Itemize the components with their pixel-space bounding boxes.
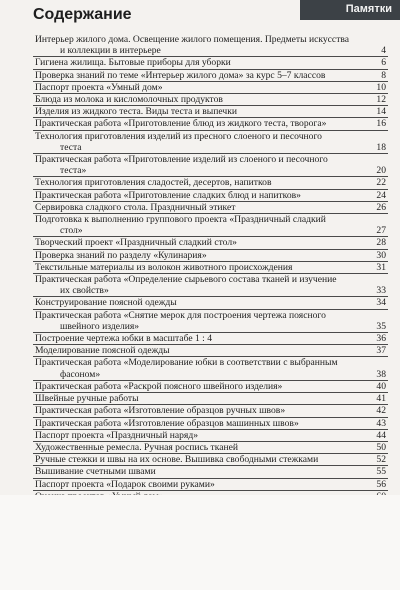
toc-entry (33, 106, 388, 118)
toc-page-number: 40 (376, 380, 386, 392)
toc-page-number: 38 (376, 368, 386, 380)
toc-entry (33, 57, 388, 69)
toc-entry-title-continuation: их свойств» (60, 285, 109, 297)
toc-entry-title: Творческий проект «Праздничный сладкий стол» (35, 237, 237, 249)
toc-page-number: 12 (376, 94, 386, 106)
toc-entry (33, 94, 388, 106)
toc-entry-title: Подготовка к выполнению группового проекта «Праздничный сладкий (35, 214, 326, 226)
toc-entry (33, 418, 388, 430)
toc-entry (33, 262, 388, 274)
toc-entry (33, 82, 388, 94)
toc-entry-title: Практическая работа «Приготовление блюд из жидкого теста, творога» (35, 118, 327, 130)
toc-page-number: 16 (376, 118, 386, 130)
toc-entry-title: Практическая работа «Раскрой поясного швейного изделия» (35, 380, 283, 392)
toc-page-number: 44 (376, 429, 386, 441)
toc-entry (33, 345, 388, 357)
toc-entry-title: Вышивание счетными швами (35, 466, 156, 478)
toc-page-number: 30 (376, 249, 386, 261)
toc-entry-title: Текстильные материалы из волокон животного происхождения (35, 261, 293, 273)
toc-page-number: 6 (381, 57, 386, 69)
toc-entry (33, 250, 388, 262)
toc-entry-title: Сервировка сладкого стола. Праздничный этикет (35, 201, 236, 213)
table-of-contents (33, 34, 388, 540)
toc-page-number: 27 (376, 225, 386, 237)
toc-entry-title: Технология приготовления сладостей, десертов, напитков (35, 177, 272, 189)
toc-entry-title: Ручные стежки и швы на их основе. Вышивка свободными стежками (35, 454, 319, 466)
toc-entry (33, 393, 388, 405)
toc-page-number: 18 (376, 141, 386, 153)
blank-page-area (0, 495, 400, 590)
toc-entry-title: Изделия из жидкого теста. Виды теста и выпечки (35, 106, 238, 118)
toc-entry (33, 310, 388, 333)
toc-page-number: 35 (376, 320, 386, 332)
toc-entry (33, 479, 388, 491)
toc-entry-title: Проверка знаний по разделу «Кулинария» (35, 249, 207, 261)
toc-entry-title: Моделирование поясной одежды (35, 345, 170, 357)
toc-entry (33, 190, 388, 202)
header-strip (300, 0, 400, 20)
toc-entry-title: Художественные ремесла. Ручная роспись тканей (35, 441, 239, 453)
toc-entry-title: Практическая работа «Определение сырьевого состава тканей и изучение (35, 274, 337, 286)
toc-page-number: 42 (376, 405, 386, 417)
toc-entry-title-continuation: теста» (60, 165, 87, 177)
toc-page-number: 52 (376, 454, 386, 466)
toc-page-number: 33 (376, 285, 386, 297)
toc-entry-title: Гигиена жилища. Бытовые приборы для уборки (35, 57, 231, 69)
toc-page-number: 31 (376, 261, 386, 273)
toc-entry (33, 118, 388, 130)
toc-page-number: 20 (376, 165, 386, 177)
toc-entry-title: Интерьер жилого дома. Освещение жилого помещения. Предметы искусства (35, 34, 350, 45)
toc-entry-title-continuation: фасоном» (60, 368, 101, 380)
toc-entry (33, 154, 388, 177)
toc-entry-title-continuation: и коллекции в интерьере (60, 45, 161, 57)
toc-entry (33, 333, 388, 345)
toc-entry (33, 214, 388, 237)
toc-page-number: 56 (376, 478, 386, 490)
toc-entry-title: Паспорт проекта «Умный дом» (35, 81, 163, 93)
toc-entry (33, 202, 388, 214)
toc-entry-title: Практическая работа «Изготовление образцов машинных швов» (35, 417, 299, 429)
toc-page-number: 37 (376, 345, 386, 357)
toc-entry-title: Практическая работа «Снятие мерок для построения чертежа поясного (35, 309, 326, 321)
toc-entry-title: Блюда из молока и кисломолочных продуктов (35, 94, 223, 106)
toc-entry (33, 274, 388, 297)
toc-entry (33, 357, 388, 380)
toc-entry-title: Конструирование поясной одежды (35, 297, 177, 309)
toc-entry (33, 405, 388, 417)
toc-entry (33, 466, 388, 478)
toc-page-number: 55 (376, 466, 386, 478)
toc-entry (33, 430, 388, 442)
toc-entry-title: Практическая работа «Изготовление образцов ручных швов» (35, 405, 286, 417)
toc-page-number: 43 (376, 417, 386, 429)
toc-entry-title-continuation: теста (60, 141, 82, 153)
toc-entry-title: Практическая работа «Приготовление сладких блюд и напитков» (35, 189, 301, 201)
toc-entry-title: Технология приготовления изделий из пресного слоеного и песочного (35, 130, 322, 142)
toc-entry-title: Проверка знаний по теме «Интерьер жилого дома» за курс 5–7 классов (35, 69, 326, 81)
header-tab-label: Памятки (345, 3, 392, 15)
toc-page-number: 8 (381, 69, 386, 81)
toc-page-number: 24 (376, 189, 386, 201)
toc-page-number: 36 (376, 333, 386, 345)
toc-entry (33, 454, 388, 466)
toc-entry-title: Швейные ручные работы (35, 393, 139, 405)
toc-entry-title: Построение чертежа юбки в масштабе 1 : 4 (35, 333, 213, 345)
toc-entry (33, 237, 388, 249)
toc-entry (33, 442, 388, 454)
toc-entry-title: Практическая работа «Моделирование юбки в соответствии с выбранным (35, 357, 338, 369)
toc-entry-title: Паспорт проекта «Праздничный наряд» (35, 429, 199, 441)
toc-page-number: 22 (376, 177, 386, 189)
toc-page-number: 10 (376, 81, 386, 93)
toc-entry-title-continuation: швейного изделия» (60, 320, 140, 332)
toc-page-number: 28 (376, 237, 386, 249)
toc-page-number: 4 (381, 45, 386, 57)
toc-page-number: 14 (376, 106, 386, 118)
toc-entry (33, 381, 388, 393)
toc-entry (33, 34, 388, 57)
toc-entry (33, 177, 388, 189)
toc-entry-title: Паспорт проекта «Подарок своими руками» (35, 478, 215, 490)
toc-entry-title: Практическая работа «Приготовление изделий из слоеного и песочного (35, 154, 328, 166)
toc-entry (33, 131, 388, 154)
toc-entry (33, 70, 388, 82)
toc-entry (33, 297, 388, 309)
toc-page-number: 34 (376, 297, 386, 309)
toc-page-number: 41 (376, 393, 386, 405)
toc-entry-title-continuation: стол» (60, 225, 83, 237)
toc-page-number: 26 (376, 201, 386, 213)
page-title: Содержание (33, 6, 132, 23)
toc-page-number: 50 (376, 441, 386, 453)
